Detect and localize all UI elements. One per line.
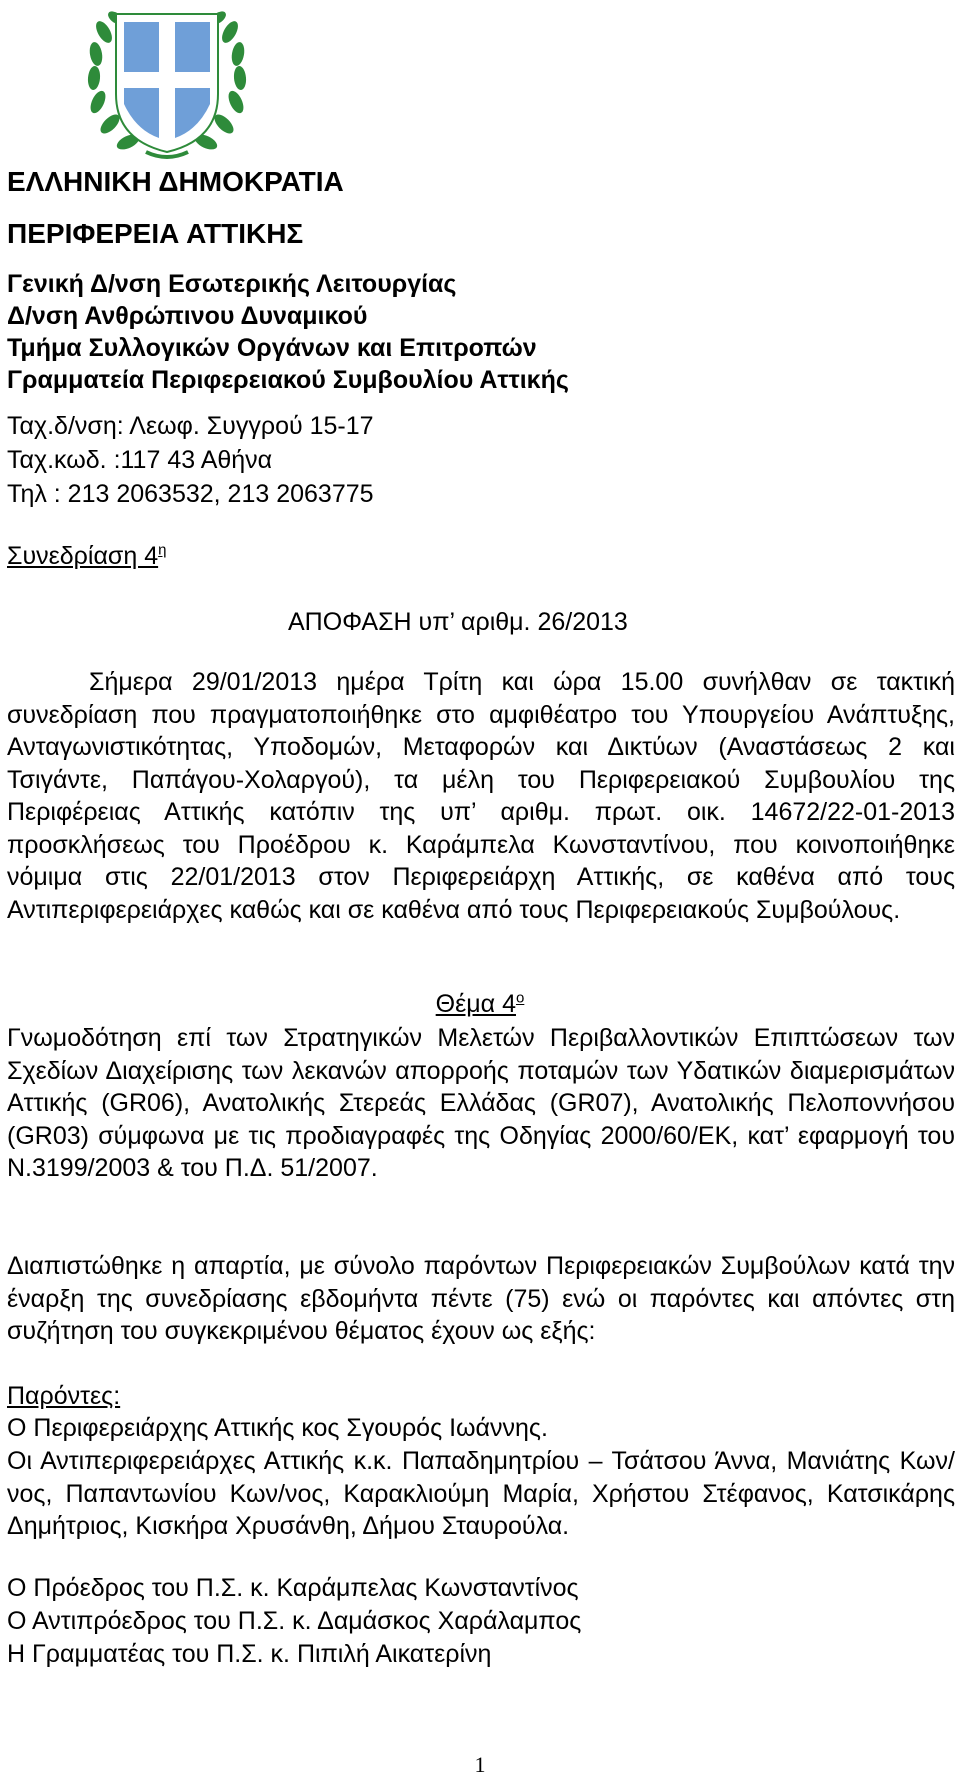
decision-title: ΑΠΟΦΑΣΗ υπ’ αριθμ. 26/2013 [288, 608, 628, 636]
department-line-2: Δ/νση Ανθρώπινου Δυναμικού [7, 302, 368, 330]
republic-heading: ΕΛΛΗΝΙΚΗ ΔΗΜΟΚΡΑΤΙΑ [7, 166, 344, 197]
phone-line: Τηλ : 213 2063532, 213 2063775 [7, 480, 374, 508]
subject-text: Γνωμοδότηση επί των Στρατηγικών Μελετών Περιβαλλοντικών Επιπτώσεων των Σχεδίων Διαχείρισης των λεκανών απορροής ποταμών των Υδατικών διαμερισμάτων Αττικής (GR06), Ανατολικής Στερεάς Ελλάδας (GR07), Ανατολικής Πελοποννήσου (GR03) σύμφωνα με τις προδιαγραφές της Οδηγίας 2000/60/ΕΚ, κατ’ εφαρμογή του Ν.3199/2003 & του Π.Δ. 51/2007. [7, 1024, 955, 1182]
present-deputies: Οι Αντιπεριφερειάρχες Αττικής κ.κ. Παπαδημητρίου – Τσάτσου Άννα, Μανιάτης Κων/νος, Παπαντωνίου Κων/νος, Καρακλιούμη Μαρία, Χρήστου Στέφανος, Κατσικάρης Δημήτριος, Κισκήρα Χρυσάνθη, Δήμου Σταυρούλα. [7, 1447, 955, 1540]
department-line-1: Γενική Δ/νση Εσωτερικής Λειτουργίας [7, 270, 457, 298]
department-line-3: Τμήμα Συλλογικών Οργάνων και Επιτροπών [7, 334, 537, 362]
page-number: 1 [474, 1752, 486, 1777]
postcode-line: Ταχ.κωδ. :117 43 Αθήνα [7, 446, 273, 474]
present-label: Παρόντες: [7, 1382, 121, 1410]
quorum-paragraph: Διαπιστώθηκε η απαρτία, με σύνολο παρόντων Περιφερειακών Συμβούλων κατά την έναρξη της συνεδρίασης εβδομήντα πέντε (75) ενώ οι παρόντες και απόντες στη συζήτηση του συγκεκριμένου θέματος έχουν ως εξής: [7, 1252, 955, 1345]
session-label: Συνεδρίαση $4^\eta$ [7, 541, 167, 570]
region-heading: ΠΕΡΙΦΕΡΕΙΑ ΑΤΤΙΚΗΣ [7, 218, 304, 249]
officer-secretary: Η Γραμματέας του Π.Σ. κ. Πιπιλή Αικατερίνη [7, 1640, 492, 1668]
officer-vice-president: Ο Αντιπρόεδρος του Π.Σ. κ. Δαμάσκος Χαράλαμπος [7, 1607, 582, 1635]
hellenic-republic-emblem-icon [86, 2, 248, 162]
officer-president: Ο Πρόεδρος του Π.Σ. κ. Καράμπελας Κωνσταντίνος [7, 1574, 579, 1602]
present-governor: Ο Περιφερειάρχης Αττικής κος Σγουρός Ιωάννης. [7, 1414, 548, 1442]
subject-label: Θέμα $4^o$ [435, 989, 525, 1018]
address-line: Ταχ.δ/νση: Λεωφ. Συγγρού 15-17 [7, 412, 374, 440]
intro-paragraph: Σήμερα 29/01/2013 ημέρα Τρίτη και ώρα 15.00 συνήλθαν σε τακτική συνεδρίαση που πραγματοποιήθηκε στο αμφιθέατρο του Υπουργείου Ανάπτυξης, Ανταγωνιστικότητας, Υποδομών, Μεταφορών και Δικτύων (Αναστάσεως 2 και Τσιγάντε, Παπάγου-Χολαργού), τα μέλη του Περιφερειακού Συμβουλίου της Περιφέρειας Αττικής κατόπιν της υπ’ αριθμ. πρωτ. οικ. 14672/22-01-2013 προσκλήσεως του Προέδρου κ. Καράμπελα Κωνσταντίνου, που κοινοποιήθηκε νόμιμα στις 22/01/2013 στον Περιφερειάρχη Αττικής, σε καθένα από τους Αντιπεριφερειάρχες καθώς και σε καθένα από τους Περιφερειακούς Συμβούλους. [7, 668, 955, 924]
department-line-4: Γραμματεία Περιφερειακού Συμβουλίου Αττικής [7, 366, 569, 394]
